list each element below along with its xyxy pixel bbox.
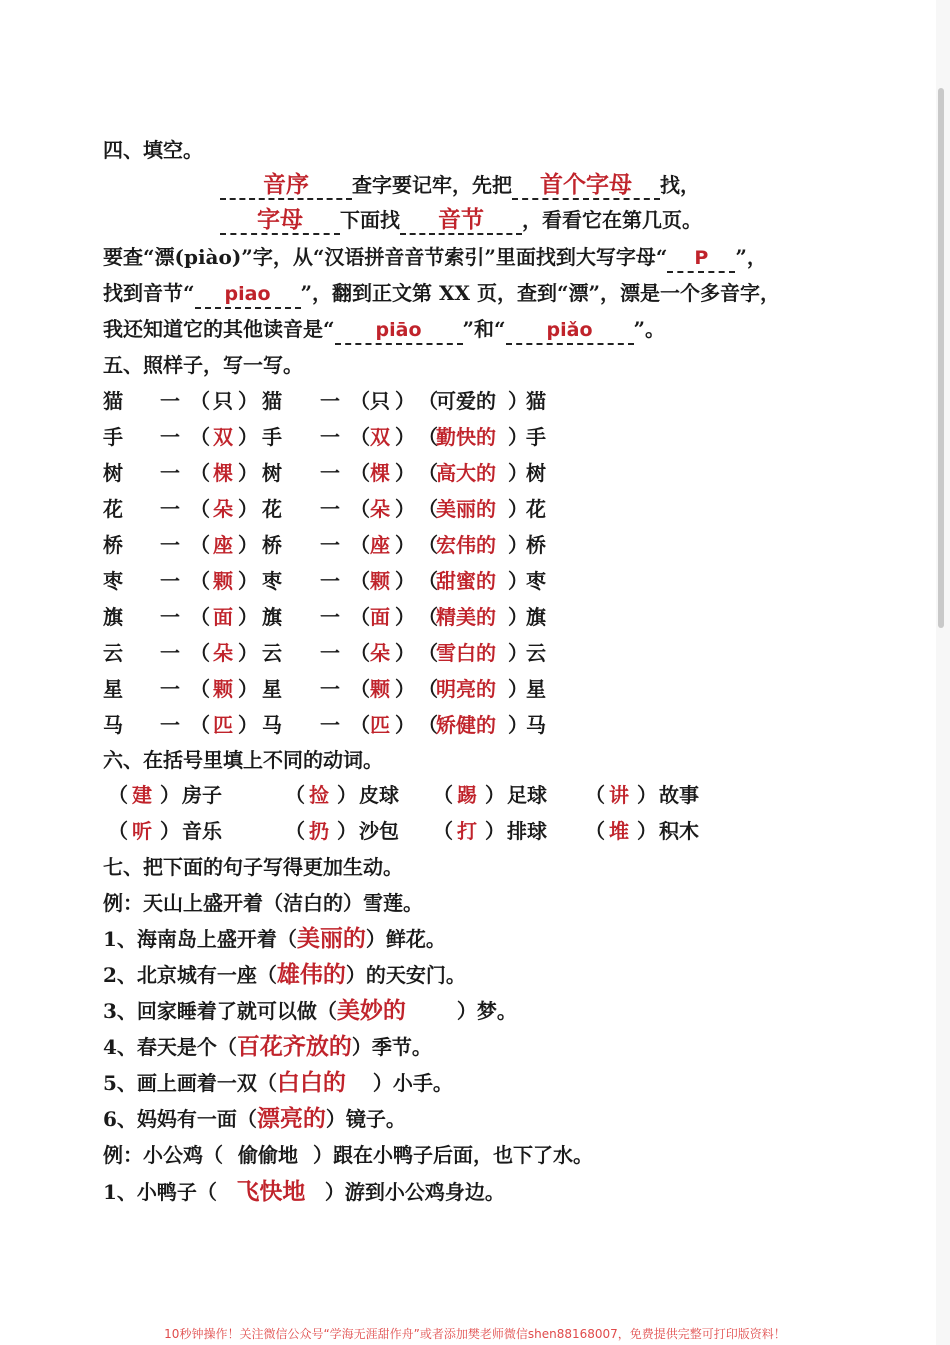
bracket: （ (190, 497, 210, 521)
row-noun-2: 猫 (262, 389, 282, 413)
row-noun: 桥 (103, 533, 123, 557)
bracket: （ (350, 677, 370, 701)
bracket: （ (350, 641, 370, 665)
bracket: ） (337, 783, 357, 807)
row-noun: 树 (103, 461, 123, 485)
row-measure-1: 双 (213, 425, 233, 449)
row-measure-2: 朵 (370, 497, 390, 521)
verb-answer: 堆 (609, 819, 629, 843)
bracket: ） (508, 641, 528, 665)
blank-4: 音节 (400, 207, 522, 235)
row-noun: 马 (103, 713, 123, 737)
row-one: 一 (160, 389, 180, 413)
bracket: ） (395, 641, 415, 665)
bracket: ） (395, 605, 415, 629)
row-one-2: 一 (320, 497, 340, 521)
row-measure-1: 棵 (213, 461, 233, 485)
blank-3: 字母 (220, 207, 340, 235)
row-one: 一 (160, 641, 180, 665)
row-measure-1: 座 (213, 533, 233, 557)
row-noun-2: 星 (262, 677, 282, 701)
bracket: ） (508, 605, 528, 629)
row-measure-1: 朵 (213, 641, 233, 665)
row-adjective: 甜蜜的 (436, 569, 496, 593)
row-measure-1: 颗 (213, 677, 233, 701)
section4-title: 四、填空。 (103, 138, 203, 162)
bracket: （ (190, 713, 210, 737)
verb-answer: 打 (457, 819, 477, 843)
row-one: 一 (160, 533, 180, 557)
row-one: 一 (160, 497, 180, 521)
bracket: （ (350, 605, 370, 629)
row-noun: 云 (103, 641, 123, 665)
sentence-1: 1、海南岛上盛开着（美丽的）鲜花。 (103, 926, 446, 952)
sentence-3: 3、回家睡着了就可以做（美妙的 ）梦。 (103, 998, 517, 1024)
bracket: ） (395, 533, 415, 557)
row-measure-2: 匹 (370, 713, 390, 737)
row-measure-2: 朵 (370, 641, 390, 665)
bracket: ） (160, 783, 180, 807)
blank-5: P (667, 244, 735, 273)
bracket: ） (508, 461, 528, 485)
row-noun: 花 (103, 497, 123, 521)
row-measure-2: 颗 (370, 569, 390, 593)
row-noun-2: 马 (262, 713, 282, 737)
row-noun-2: 桥 (262, 533, 282, 557)
verb-answer: 捡 (309, 783, 329, 807)
bracket: ） (395, 389, 415, 413)
row-one: 一 (160, 425, 180, 449)
bracket: ） (238, 461, 258, 485)
row-noun-2: 手 (262, 425, 282, 449)
verb-object: 音乐 (182, 819, 222, 843)
row-noun-2: 枣 (262, 569, 282, 593)
section6-title: 六、在括号里填上不同的动词。 (103, 748, 383, 772)
row-noun-2: 树 (262, 461, 282, 485)
verb-object: 房子 (182, 783, 222, 807)
row-noun-3: 花 (526, 497, 546, 521)
verb-object: 故事 (659, 783, 699, 807)
blank-6: piao (195, 280, 301, 309)
bracket: （ (350, 533, 370, 557)
blank-7: piāo (335, 316, 463, 345)
bracket: ） (508, 389, 528, 413)
row-measure-1: 只 (213, 389, 233, 413)
row-adjective: 明亮的 (436, 677, 496, 701)
bracket: ） (508, 425, 528, 449)
row-adjective: 勤快的 (436, 425, 496, 449)
verb-answer: 扔 (309, 819, 329, 843)
bracket: ） (395, 425, 415, 449)
row-one: 一 (160, 677, 180, 701)
row-noun-3: 旗 (526, 605, 546, 629)
row-noun-3: 手 (526, 425, 546, 449)
row-one-2: 一 (320, 677, 340, 701)
row-one-2: 一 (320, 605, 340, 629)
row-measure-1: 面 (213, 605, 233, 629)
row-noun-3: 树 (526, 461, 546, 485)
bracket: ） (395, 461, 415, 485)
bracket: ） (337, 819, 357, 843)
bracket: （ (350, 713, 370, 737)
bracket: （ (190, 677, 210, 701)
fill-line-1: 音序 查字要记牢，先把 首个字母 找， (220, 170, 700, 200)
bracket: （ (285, 783, 305, 807)
bracket: （ (190, 641, 210, 665)
bracket: （ (190, 605, 210, 629)
bracket: ） (238, 713, 258, 737)
verb-object: 排球 (507, 819, 547, 843)
bracket: ） (395, 497, 415, 521)
verb-answer: 踢 (457, 783, 477, 807)
bracket: （ (190, 425, 210, 449)
sentence-7: 1、小鸭子（ 飞快地 ）游到小公鸡身边。 (103, 1179, 505, 1205)
bracket: ） (238, 533, 258, 557)
bracket: （ (585, 819, 605, 843)
row-one-2: 一 (320, 389, 340, 413)
fill-line-3: 要查“漂(piào)”字，从“汉语拼音音节索引”里面找到大写字母“ P ”， (103, 242, 767, 273)
row-noun: 旗 (103, 605, 123, 629)
bracket: ） (395, 569, 415, 593)
blank-8: piǎo (506, 316, 634, 345)
bracket: ） (508, 677, 528, 701)
row-one-2: 一 (320, 569, 340, 593)
bracket: （ (350, 461, 370, 485)
row-noun: 手 (103, 425, 123, 449)
bracket: ） (637, 783, 657, 807)
bracket: （ (418, 641, 438, 665)
sentence-5: 5、画上画着一双（白白的 ）小手。 (103, 1070, 453, 1096)
verb-object: 皮球 (359, 783, 399, 807)
bracket: ） (238, 677, 258, 701)
row-adjective: 精美的 (436, 605, 496, 629)
footer-note: 10秒钟操作！关注微信公众号“学海无涯甜作舟”或者添加樊老师微信shen88168007，免费提供完整可打印版资料！ (164, 1327, 786, 1341)
verb-object: 沙包 (359, 819, 399, 843)
row-one-2: 一 (320, 713, 340, 737)
row-measure-2: 面 (370, 605, 390, 629)
bracket: ） (238, 389, 258, 413)
verb-answer: 讲 (609, 783, 629, 807)
bracket: ） (485, 783, 505, 807)
row-adjective: 可爱的 (436, 389, 496, 413)
bracket: （ (418, 533, 438, 557)
row-noun-3: 星 (526, 677, 546, 701)
row-noun: 猫 (103, 389, 123, 413)
row-measure-2: 座 (370, 533, 390, 557)
row-measure-1: 颗 (213, 569, 233, 593)
bracket: （ (585, 783, 605, 807)
verb-answer: 听 (132, 819, 152, 843)
row-noun-3: 桥 (526, 533, 546, 557)
bracket: （ (350, 497, 370, 521)
row-adjective: 雪白的 (436, 641, 496, 665)
fill-line-4: 找到音节“ piao ”，翻到正文第 XX 页，查到“漂”，漂是一个多音字， (103, 278, 780, 309)
bracket: ） (508, 713, 528, 737)
bracket: ） (160, 819, 180, 843)
row-measure-1: 匹 (213, 713, 233, 737)
row-noun-2: 云 (262, 641, 282, 665)
bracket: ） (395, 713, 415, 737)
bracket: （ (350, 389, 370, 413)
bracket: ） (238, 497, 258, 521)
bracket: （ (418, 389, 438, 413)
row-adjective: 高大的 (436, 461, 496, 485)
bracket: （ (433, 819, 453, 843)
blank-1: 音序 (220, 172, 352, 200)
row-noun-3: 云 (526, 641, 546, 665)
row-noun: 枣 (103, 569, 123, 593)
bracket: （ (108, 819, 128, 843)
bracket: （ (350, 569, 370, 593)
bracket: （ (418, 497, 438, 521)
row-noun-3: 枣 (526, 569, 546, 593)
row-one-2: 一 (320, 533, 340, 557)
row-one: 一 (160, 569, 180, 593)
bracket: ） (508, 569, 528, 593)
row-noun-2: 旗 (262, 605, 282, 629)
row-one: 一 (160, 461, 180, 485)
bracket: ） (238, 425, 258, 449)
bracket: （ (190, 569, 210, 593)
row-measure-2: 颗 (370, 677, 390, 701)
sentence-2: 2、北京城有一座（雄伟的）的天安门。 (103, 962, 466, 988)
row-noun: 星 (103, 677, 123, 701)
bracket: ） (238, 641, 258, 665)
row-adjective: 矫健的 (436, 713, 496, 737)
verb-answer: 建 (132, 783, 152, 807)
bracket: （ (350, 425, 370, 449)
section5-title: 五、照样子，写一写。 (103, 353, 303, 377)
row-one: 一 (160, 713, 180, 737)
bracket: （ (190, 533, 210, 557)
sentence-4: 4、春天是个（百花齐放的）季节。 (103, 1034, 432, 1060)
bracket: ） (238, 569, 258, 593)
row-noun-3: 猫 (526, 389, 546, 413)
row-adjective: 美丽的 (436, 497, 496, 521)
bracket: （ (285, 819, 305, 843)
row-one: 一 (160, 605, 180, 629)
example-2: 例：小公鸡（ 偷偷地 ）跟在小鸭子后面，也下了水。 (103, 1143, 593, 1167)
example-1: 例：天山上盛开着（洁白的）雪莲。 (103, 891, 423, 915)
bracket: ） (485, 819, 505, 843)
row-measure-2: 只 (370, 389, 390, 413)
row-measure-1: 朵 (213, 497, 233, 521)
verb-object: 积木 (659, 819, 699, 843)
row-adjective: 宏伟的 (436, 533, 496, 557)
bracket: （ (190, 461, 210, 485)
verb-object: 足球 (507, 783, 547, 807)
row-one-2: 一 (320, 641, 340, 665)
bracket: ） (238, 605, 258, 629)
section7-title: 七、把下面的句子写得更加生动。 (103, 855, 403, 879)
bracket: （ (418, 713, 438, 737)
blank-2: 首个字母 (512, 172, 660, 200)
row-measure-2: 棵 (370, 461, 390, 485)
bracket: （ (190, 389, 210, 413)
row-noun-3: 马 (526, 713, 546, 737)
fill-line-2: 字母 下面找 音节 ，看看它在第几页。 (220, 205, 702, 235)
row-measure-2: 双 (370, 425, 390, 449)
bracket: ） (508, 497, 528, 521)
bracket: ） (395, 677, 415, 701)
row-one-2: 一 (320, 461, 340, 485)
bracket: （ (418, 425, 438, 449)
bracket: ） (637, 819, 657, 843)
bracket: （ (418, 569, 438, 593)
bracket: （ (418, 677, 438, 701)
sentence-6: 6、妈妈有一面（漂亮的）镜子。 (103, 1106, 406, 1132)
bracket: ） (508, 533, 528, 557)
row-one-2: 一 (320, 425, 340, 449)
bracket: （ (433, 783, 453, 807)
scrollbar-thumb[interactable] (938, 88, 944, 628)
row-noun-2: 花 (262, 497, 282, 521)
fill-line-5: 我还知道它的其他读音是“ piāo ”和“ piǎo ”。 (103, 314, 665, 345)
bracket: （ (108, 783, 128, 807)
bracket: （ (418, 461, 438, 485)
bracket: （ (418, 605, 438, 629)
